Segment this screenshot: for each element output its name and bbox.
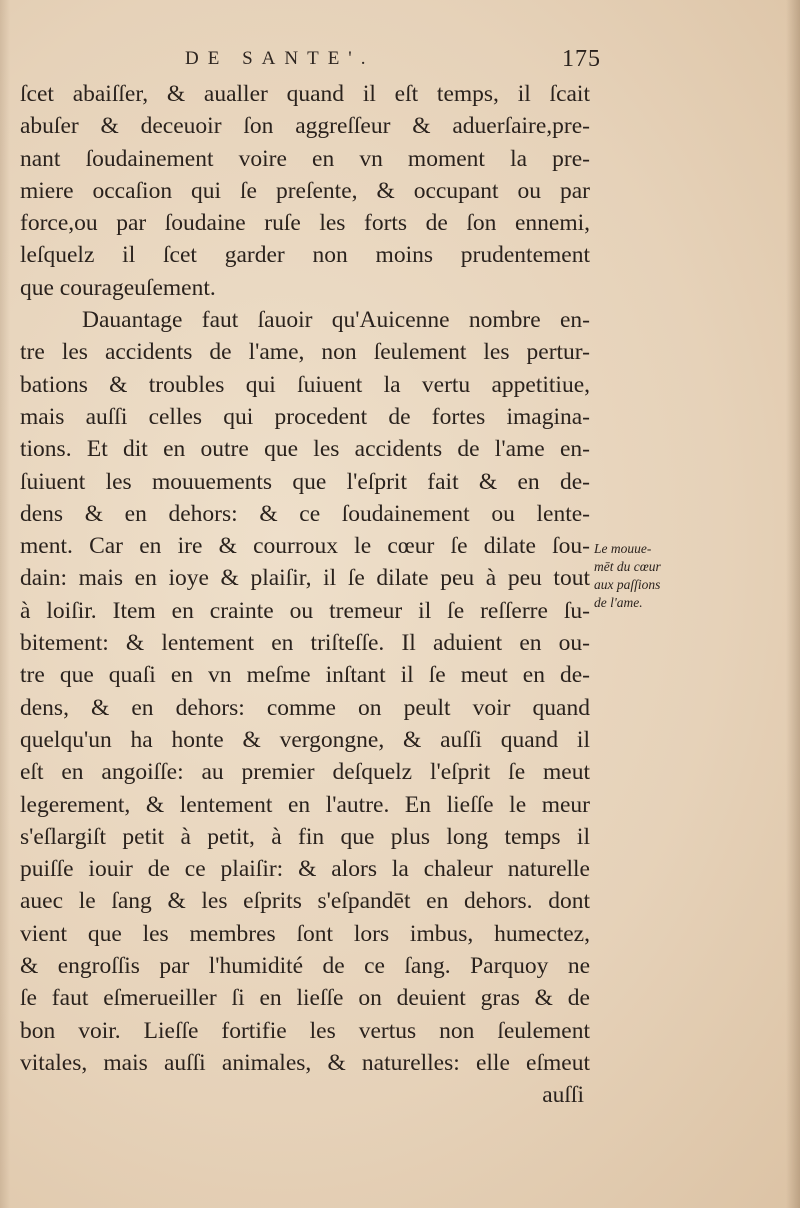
paragraph-start-line: Dauantage faut ſauoir qu'Auicenne nombre en- [82,307,590,334]
marginal-note-line: mēt du cœur [594,559,661,574]
text-line: force,ou par ſoudaine ruſe les forts de ſon ennemi, [20,210,590,237]
text-line: puiſſe iouir de ce plaiſir: & alors la chaleur naturelle [20,856,590,883]
page-number: 175 [562,46,601,72]
text-line: dens, & en dehors: comme on peult voir quand [20,694,590,721]
catchword: auſſi [542,1082,584,1109]
text-line: bitement: & lentement en triſteſſe. Il aduient en ou- [20,630,590,657]
text-line: ſcet abaiſſer, & aualler quand il eſt temps, il ſcait [20,81,590,107]
text-line: ſuiuent les mouuements que l'eſprit fait & en de- [20,468,590,495]
text-line: abuſer & deceuoir ſon aggreſſeur & aduerſaire,pre- [20,113,590,140]
text-line: quelqu'un ha honte & vergongne, & auſſi quand il [20,726,590,753]
text-line: à loiſir. Item en crainte ou tremeur il ſe reſſerre ſu- [20,597,590,624]
text-line: ment. Car en ire & courroux le cœur ſe dilate ſou- [20,533,590,560]
text-line: tre les accidents de l'ame, non ſeulement les pertur- [20,339,590,366]
text-line: leſquelz il ſcet garder non moins prudentement [20,242,590,269]
running-title: DE SANTE'. [185,48,375,69]
text-line: bon voir. Lieſſe fortifie les vertus non ſeulement [20,1017,590,1044]
text-line: miere occaſion qui ſe preſente, & occupant ou par [20,177,590,204]
text-line: tions. Et dit en outre que les accidents de l'ame en- [20,436,590,463]
marginal-note [594,540,704,612]
text-line: vitales, mais auſſi animales, & naturelles: elle eſmeut [20,1049,590,1076]
page-edge-shadow [0,0,10,1208]
text-line: auec le ſang & les eſprits s'eſpandēt en dehors. dont [20,888,590,915]
binding-shadow [786,0,800,1208]
text-line: legerement, & lentement en l'autre. En lieſſe le meur [20,791,590,818]
text-line: mais auſſi celles qui procedent de fortes imagina- [20,403,590,430]
text-line: dens & en dehors: & ce ſoudainement ou lente- [20,500,590,527]
text-line: tre que quaſi en vn meſme inſtant il ſe meut en de- [20,662,590,689]
marginal-note-line: de l'ame. [594,595,643,610]
body-text [20,78,590,1112]
text-line: nant ſoudainement voire en vn moment la pre- [20,145,590,172]
marginal-note-line: aux paſſions [594,577,661,592]
text-line: bations & troubles qui ſuiuent la vertu appetitiue, [20,371,590,398]
text-line: s'eſlargiſt petit à petit, à fin que plus long temps il [20,823,590,850]
text-line: & engroſſis par l'humidité de ce ſang. Parquoy ne [20,953,590,980]
page-header [0,48,800,78]
text-line: ſe faut eſmerueiller ſi en lieſſe on deuient gras & de [20,985,590,1012]
text-line: eſt en angoiſſe: au premier deſquelz l'eſprit ſe meut [20,759,590,786]
text-line: dain: mais en ioye & plaiſir, il ſe dilate peu à peu tout [20,565,590,592]
marginal-note-line: Le mouue- [594,541,652,556]
text-line: vient que les membres ſont lors imbus, humectez, [20,920,590,947]
text-line: que courageuſement. [20,274,216,301]
